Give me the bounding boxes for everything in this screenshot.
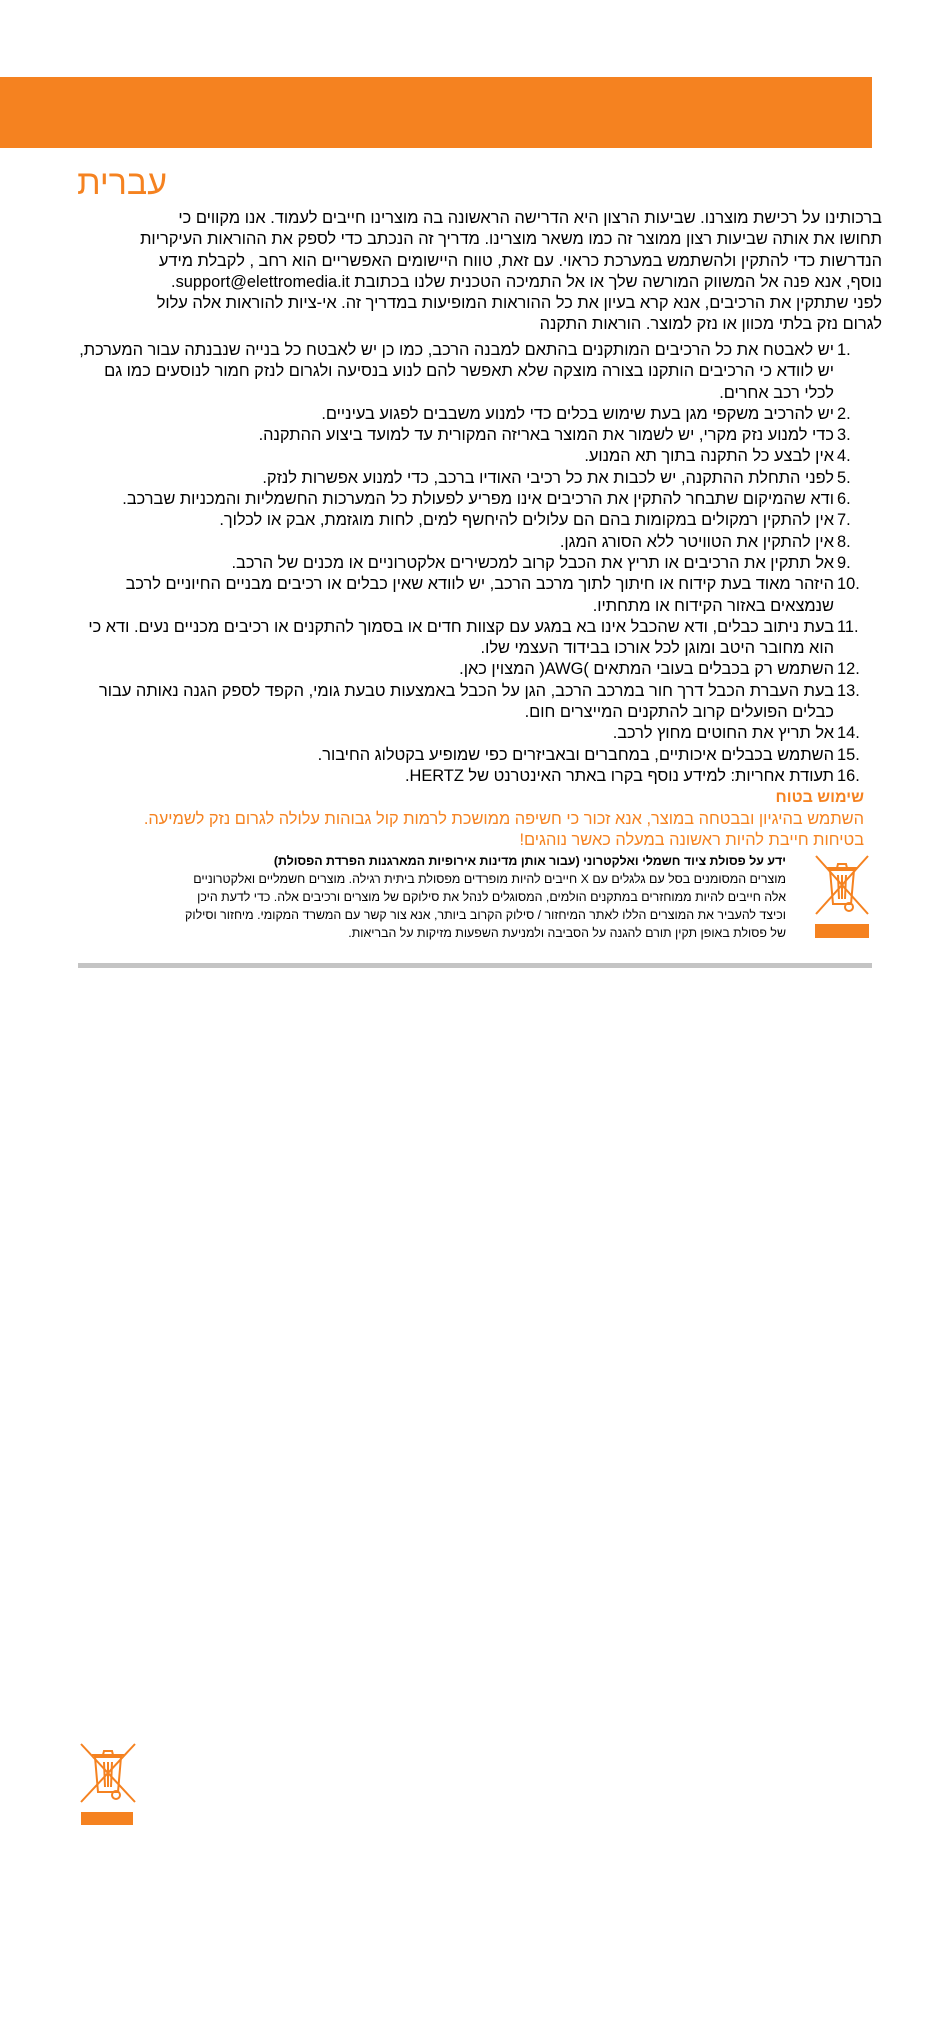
item-number: 7. [837,511,851,530]
safe-use-heading: שימוש בטוח [775,789,864,806]
item-number: 2. [837,404,851,423]
list-item [72,766,867,787]
item-number: 3. [837,426,851,445]
item-number: 4. [837,447,851,466]
section-divider [78,963,872,968]
item-text: תעודת אחריות: למידע נוסף בקרו באתר האינטרנט של HERTZ. [404,766,834,785]
item-text: כדי למנוע נזק מקרי, יש לשמור את המוצר באריזה המקורית עד למועד ביצוע ההתקנה. [258,426,834,445]
list-item [72,723,867,744]
safe-use-line: בטיחות חייבת להיות ראשונה במעלה כאשר נוהגים! [519,831,864,850]
list-item [72,404,867,425]
item-number: 5. [837,468,851,487]
intro-line: הנדרשות כדי להתקין ולהשתמש במערכת כראוי. עם זאת, טווח היישומים האפשריים הוא רחב , לקבלת מידע [158,251,882,270]
crossed-out-wheelie-bin-icon [812,852,872,942]
header-banner [0,77,872,148]
list-item [72,745,867,766]
item-text: אין להתקין את הטוויטר ללא הסורג המגן. [559,532,834,551]
item-number: 10. [837,575,860,594]
item-text: אין להתקין רמקולים במקומות בהם הם עלולים להיחשף למים, לחות מוגזמת, אבק או לכלוך. [219,511,834,530]
weee-line: וכיצד להעביר את המוצרים הללו לאתר המיחזור / סילוק הקרוב ביותר, אנא צור קשר עם המשרד המקומי. מיחזור וסילוק [185,908,786,922]
item-text: בעת ניתוב כבלים, ודא שהכבל אינו בא במגע עם קצוות חדים או בסמוך להתקנים או רכיבים מכניים נעים. ודא כי הוא מחובר היטב ומוגן לכל אורכו בבידוד העצמי שלו. [88,617,834,658]
weee-title: ידע על פסולת ציוד חשמלי ואלקטרוני (עבור אותן מדינות אירופיות המארגנות הפרדת הפסולת) [273,854,786,868]
item-number: 11. [837,617,859,636]
list-item [72,532,867,553]
safe-use-line: השתמש בהיגיון ובבטחה במוצר, אנא זכור כי חשיפה ממושכת לרמות קול גבוהות עלולה לגרום נזק לשמיעה. [143,810,864,828]
list-item [72,425,867,446]
list-item [72,617,867,660]
safe-use-text [90,809,864,852]
item-text: יש להרכיב משקפי מגן בעת שימוש בכלים כדי למנוע משבבים לפגוע בעיניים. [321,404,834,423]
item-text: השתמש רק בכבלים בעובי המתאים )AWG( המצוין כאן. [459,660,834,679]
item-text: ודא שהמיקום שתבחר להתקין את הרכיבים אינו מפריע לפעולת כל המערכות החשמליות והמכניות שברכב. [122,490,834,509]
page-title: עברית [77,164,167,202]
intro-line: נוסף, אנא פנה אל המשווק המורשה שלך או אל התמיכה הטכנית שלנו בכתובת support@elettromedia.it. [171,272,882,291]
weee-line: של פסולת באופן תקין תורם להגנה על הסביבה ולמניעת השפעות מזיקות על הבריאות. [348,926,786,940]
list-item [72,553,867,574]
item-text: אין לבצע כל התקנה בתוך תא המנוע. [584,447,834,466]
item-number: 6. [837,490,851,509]
list-item [72,659,867,680]
crossed-out-wheelie-bin-icon [78,1742,138,1826]
weee-line: מוצרים המסומנים בסל עם גלגלים עם X חייבים להיות מופרדים מפסולת ביתית רגילה. מוצרים חשמליים ואלקטרוניים [193,872,786,886]
intro-line: ברכותינו על רכישת מוצרנו. שביעות הרצון היא הדרישה הראשונה בה מוצרינו חייבים לעמוד. אנו מקווים כי [178,209,882,227]
item-text: השתמש בכבלים איכותיים, במחברים ובאביזרים כפי שמופיע בקטלוג החיבור. [317,745,834,764]
intro-line: תחושו את אותה שביעות רצון ממוצר זה כמו משאר מוצרינו. מדריך זה הנכתב כדי לספק את ההוראות העיקריות [140,230,882,249]
item-number: 1. [837,341,851,359]
list-item [72,340,867,404]
list-item [72,574,867,617]
weee-line: אלה חייבים להיות ממוחזרים במתקנים הולמים, המסוגלים לנהל את סילוקם של מוצרים ורכיבים אלה. כדי לדעת היכן [197,890,786,904]
item-number: 12. [837,660,860,679]
item-text: היזהר מאוד בעת קידוח או חיתוך לתוך מרכב הרכב, יש לוודא שאין כבלים או רכיבים מבניים החיוניים לרכב שנמצאים באזור הקידוח או מתחתיו. [125,575,834,615]
item-number: 14. [837,724,860,743]
intro-text [90,208,882,336]
item-number: 15. [837,745,860,764]
list-item [72,446,867,467]
item-number: 8. [837,532,851,551]
installation-rules-list [72,340,867,787]
item-number: 9. [837,553,851,572]
item-number: 13. [837,681,860,700]
item-text: לפני התחלת ההתקנה, יש לכבות את כל רכיבי האודיו ברכב, כדי למנוע אפשרות לנזק. [262,468,834,487]
weee-text [90,852,786,942]
item-text: יש לאבטח את כל הרכיבים המותקנים בהתאם למבנה הרכב, כמו כן יש לאבטח כל בנייה שנבנתה עבור המערכת, יש לוודא כי הרכיבים הותקנו בצורה מוצקה שלא תאפשר להם לנוע בנסיעה ולגרום לנזק חמור לנוסעים כמו גם לכלי רכב אחרים. [79,341,834,402]
list-item [72,510,867,531]
intro-line: לפני שתתקין את הרכיבים, אנא קרא בעיון את כל ההוראות המופיעות במדריך זה. אי-ציות להוראות אלה עלול [156,294,882,313]
item-text: בעת העברת הכבל דרך חור במרכב הרכב, הגן על הכבל באמצעות טבעת גומי, הקפד לספק הגנה נאותה עבור כבלים הפועלים קרוב להתקנים המייצרים חום. [99,681,834,722]
list-item [72,489,867,510]
list-item [72,468,867,489]
item-text: אל תריץ את החוטים מחוץ לרכב. [612,724,834,743]
list-item [72,681,867,724]
item-number: 16. [837,766,860,785]
item-text: אל תתקין את הרכיבים או תריץ את הכבל קרוב למכשירים אלקטרוניים או מכנים של הרכב. [231,553,834,572]
intro-line: לגרום נזק בלתי מכוון או נזק למוצר. הוראות התקנה [539,315,882,334]
